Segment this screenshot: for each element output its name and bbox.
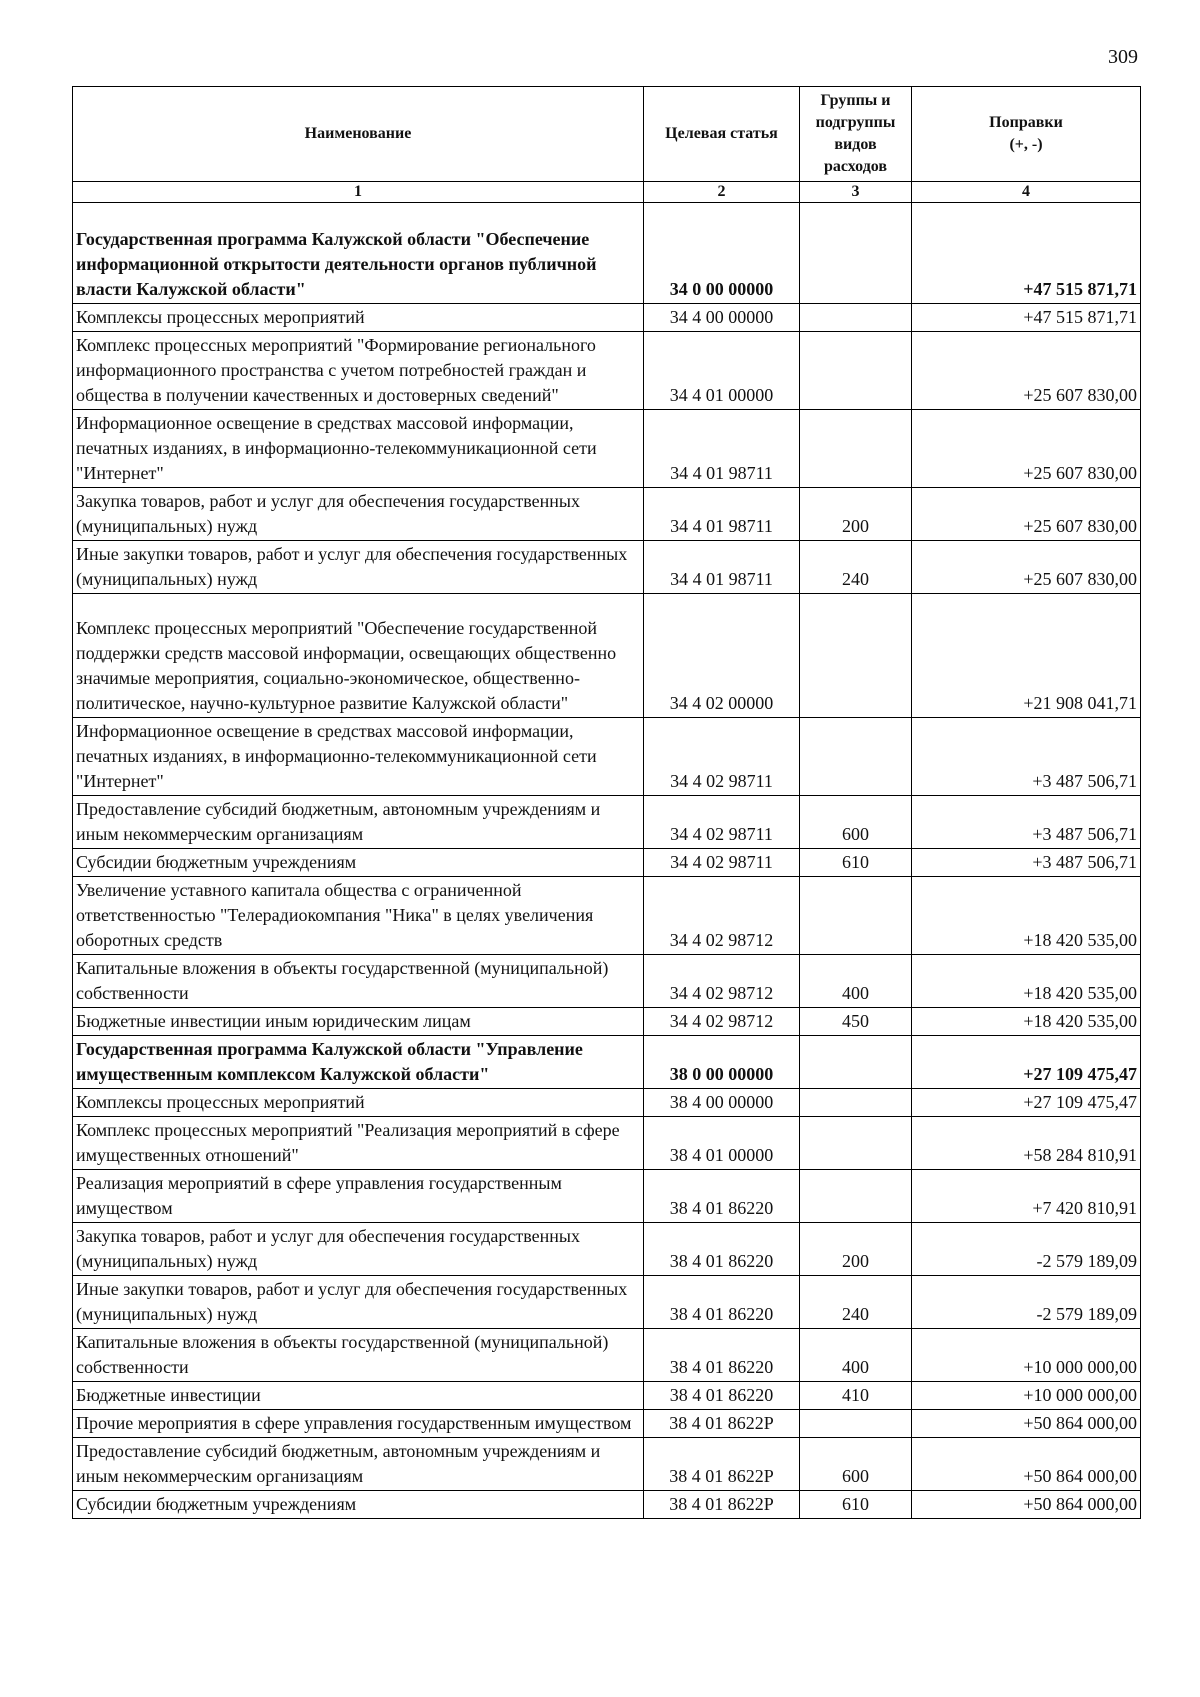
table-row [73, 877, 1141, 955]
table-row [73, 1438, 1141, 1491]
row-name: Капитальные вложения в объекты государственной (муниципальной) собственности [73, 955, 644, 1008]
row-expense-group: 600 [800, 1438, 912, 1491]
row-amendment: +27 109 475,47 [912, 1089, 1141, 1117]
row-name: Иные закупки товаров, работ и услуг для обеспечения государственных (муниципальных) нужд [73, 1276, 644, 1329]
table-row [73, 1170, 1141, 1223]
row-amendment: +18 420 535,00 [912, 955, 1141, 1008]
table-row [73, 1382, 1141, 1410]
row-target-article: 34 4 02 98711 [644, 796, 800, 849]
table-row [73, 955, 1141, 1008]
header-expense-groups: Группы и подгруппы видов расходов [800, 87, 912, 182]
row-expense-group [800, 304, 912, 332]
row-amendment: +27 109 475,47 [912, 1036, 1141, 1089]
row-name: Бюджетные инвестиции иным юридическим лицам [73, 1008, 644, 1036]
row-name: Субсидии бюджетным учреждениям [73, 1491, 644, 1519]
row-target-article: 38 4 01 00000 [644, 1117, 800, 1170]
column-number: 3 [800, 182, 912, 203]
table-row [73, 332, 1141, 410]
column-number: 2 [644, 182, 800, 203]
row-expense-group: 400 [800, 955, 912, 1008]
row-amendment: +25 607 830,00 [912, 488, 1141, 541]
row-amendment: +10 000 000,00 [912, 1329, 1141, 1382]
row-expense-group: 200 [800, 1223, 912, 1276]
table-header-row [73, 87, 1141, 182]
row-target-article: 34 0 00 00000 [644, 203, 800, 304]
row-name: Закупка товаров, работ и услуг для обеспечения государственных (муниципальных) нужд [73, 488, 644, 541]
table-row [73, 1223, 1141, 1276]
row-amendment: +25 607 830,00 [912, 332, 1141, 410]
row-amendment: +3 487 506,71 [912, 849, 1141, 877]
row-expense-group [800, 332, 912, 410]
header-target-article: Целевая статья [644, 87, 800, 182]
row-amendment: +18 420 535,00 [912, 877, 1141, 955]
row-target-article: 38 4 01 8622P [644, 1491, 800, 1519]
row-target-article: 38 4 01 86220 [644, 1170, 800, 1223]
header-amendments-sign: (+, -) [1009, 136, 1043, 153]
table-row [73, 1008, 1141, 1036]
row-amendment: -2 579 189,09 [912, 1276, 1141, 1329]
row-name: Комплексы процессных мероприятий [73, 304, 644, 332]
column-number: 1 [73, 182, 644, 203]
row-expense-group [800, 1036, 912, 1089]
row-expense-group: 610 [800, 1491, 912, 1519]
table-row [73, 1276, 1141, 1329]
row-name: Реализация мероприятий в сфере управления государственным имуществом [73, 1170, 644, 1223]
row-target-article: 38 4 01 86220 [644, 1382, 800, 1410]
row-expense-group [800, 1170, 912, 1223]
row-name: Комплекс процессных мероприятий "Формирование регионального информационного пространства с учетом потребностей граждан и общества в получении качественных и достоверных сведений" [73, 332, 644, 410]
row-target-article: 38 4 01 8622P [644, 1438, 800, 1491]
budget-table [72, 86, 1141, 1519]
row-expense-group [800, 410, 912, 488]
row-expense-group [800, 203, 912, 304]
table-row [73, 1491, 1141, 1519]
row-expense-group [800, 1117, 912, 1170]
table-row [73, 1329, 1141, 1382]
header-amendments [912, 87, 1141, 182]
row-target-article: 34 4 01 98711 [644, 410, 800, 488]
row-name: Закупка товаров, работ и услуг для обеспечения государственных (муниципальных) нужд [73, 1223, 644, 1276]
table-row [73, 1036, 1141, 1089]
row-amendment: +3 487 506,71 [912, 718, 1141, 796]
table-row [73, 796, 1141, 849]
row-amendment: +50 864 000,00 [912, 1410, 1141, 1438]
table-row [73, 304, 1141, 332]
table-row [73, 1410, 1141, 1438]
row-target-article: 34 4 02 98712 [644, 877, 800, 955]
row-amendment: -2 579 189,09 [912, 1223, 1141, 1276]
row-amendment: +50 864 000,00 [912, 1491, 1141, 1519]
table-row [73, 849, 1141, 877]
table-row [73, 488, 1141, 541]
row-name: Иные закупки товаров, работ и услуг для обеспечения государственных (муниципальных) нужд [73, 541, 644, 594]
row-name: Предоставление субсидий бюджетным, автономным учреждениям и иным некоммерческим организациям [73, 1438, 644, 1491]
row-expense-group: 240 [800, 1276, 912, 1329]
column-number: 4 [912, 182, 1141, 203]
row-name: Информационное освещение в средствах массовой информации, печатных изданиях, в информационно-телекоммуникационной сети "Интернет" [73, 410, 644, 488]
row-expense-group [800, 1089, 912, 1117]
row-target-article: 38 4 00 00000 [644, 1089, 800, 1117]
row-expense-group: 410 [800, 1382, 912, 1410]
row-name: Предоставление субсидий бюджетным, автономным учреждениям и иным некоммерческим организациям [73, 796, 644, 849]
row-expense-group: 610 [800, 849, 912, 877]
table-row [73, 718, 1141, 796]
table-row [73, 410, 1141, 488]
row-amendment: +21 908 041,71 [912, 594, 1141, 718]
row-target-article: 34 4 02 98711 [644, 718, 800, 796]
table-row [73, 541, 1141, 594]
row-name: Капитальные вложения в объекты государственной (муниципальной) собственности [73, 1329, 644, 1382]
page-number: 309 [1108, 46, 1138, 68]
row-name: Увеличение уставного капитала общества с ограниченной ответственностью "Телерадиокомпания "Ника" в целях увеличения оборотных средств [73, 877, 644, 955]
row-name: Государственная программа Калужской области "Обеспечение информационной открытости деятельности органов публичной власти Калужской области" [73, 203, 644, 304]
table-body [73, 203, 1141, 1519]
row-amendment: +50 864 000,00 [912, 1438, 1141, 1491]
row-name: Бюджетные инвестиции [73, 1382, 644, 1410]
row-target-article: 38 4 01 86220 [644, 1276, 800, 1329]
row-amendment: +10 000 000,00 [912, 1382, 1141, 1410]
row-target-article: 34 4 02 98711 [644, 849, 800, 877]
row-expense-group: 240 [800, 541, 912, 594]
row-amendment: +3 487 506,71 [912, 796, 1141, 849]
row-target-article: 34 4 01 98711 [644, 488, 800, 541]
row-amendment: +58 284 810,91 [912, 1117, 1141, 1170]
row-name: Субсидии бюджетным учреждениям [73, 849, 644, 877]
row-target-article: 34 4 01 00000 [644, 332, 800, 410]
row-name: Комплексы процессных мероприятий [73, 1089, 644, 1117]
row-amendment: +18 420 535,00 [912, 1008, 1141, 1036]
row-amendment: +47 515 871,71 [912, 304, 1141, 332]
row-target-article: 34 4 01 98711 [644, 541, 800, 594]
row-name: Государственная программа Калужской области "Управление имущественным комплексом Калужской области" [73, 1036, 644, 1089]
row-amendment: +25 607 830,00 [912, 410, 1141, 488]
row-target-article: 34 4 02 98712 [644, 955, 800, 1008]
table-row [73, 1117, 1141, 1170]
row-target-article: 38 0 00 00000 [644, 1036, 800, 1089]
row-expense-group: 450 [800, 1008, 912, 1036]
row-name: Прочие мероприятия в сфере управления государственным имуществом [73, 1410, 644, 1438]
row-expense-group [800, 877, 912, 955]
row-expense-group [800, 594, 912, 718]
row-name: Информационное освещение в средствах массовой информации, печатных изданиях, в информационно-телекоммуникационной сети "Интернет" [73, 718, 644, 796]
row-target-article: 38 4 01 86220 [644, 1223, 800, 1276]
row-expense-group: 400 [800, 1329, 912, 1382]
row-target-article: 38 4 01 8622P [644, 1410, 800, 1438]
row-expense-group: 600 [800, 796, 912, 849]
table-row [73, 203, 1141, 304]
table-row [73, 594, 1141, 718]
row-name: Комплекс процессных мероприятий "Реализация мероприятий в сфере имущественных отношений" [73, 1117, 644, 1170]
row-target-article: 38 4 01 86220 [644, 1329, 800, 1382]
row-amendment: +25 607 830,00 [912, 541, 1141, 594]
row-expense-group [800, 718, 912, 796]
row-target-article: 34 4 02 00000 [644, 594, 800, 718]
row-target-article: 34 4 00 00000 [644, 304, 800, 332]
row-expense-group [800, 1410, 912, 1438]
header-name: Наименование [73, 87, 644, 182]
table-row [73, 1089, 1141, 1117]
row-name: Комплекс процессных мероприятий "Обеспечение государственной поддержки средств массовой информации, освещающих общественно значимые мероприятия, социально-экономическое, общественно-политическое, научно-культурное развитие Калужской области" [73, 594, 644, 718]
column-number-row [73, 182, 1141, 203]
row-target-article: 34 4 02 98712 [644, 1008, 800, 1036]
row-expense-group: 200 [800, 488, 912, 541]
row-amendment: +7 420 810,91 [912, 1170, 1141, 1223]
row-amendment: +47 515 871,71 [912, 203, 1141, 304]
header-amendments-title: Поправки [989, 114, 1063, 131]
